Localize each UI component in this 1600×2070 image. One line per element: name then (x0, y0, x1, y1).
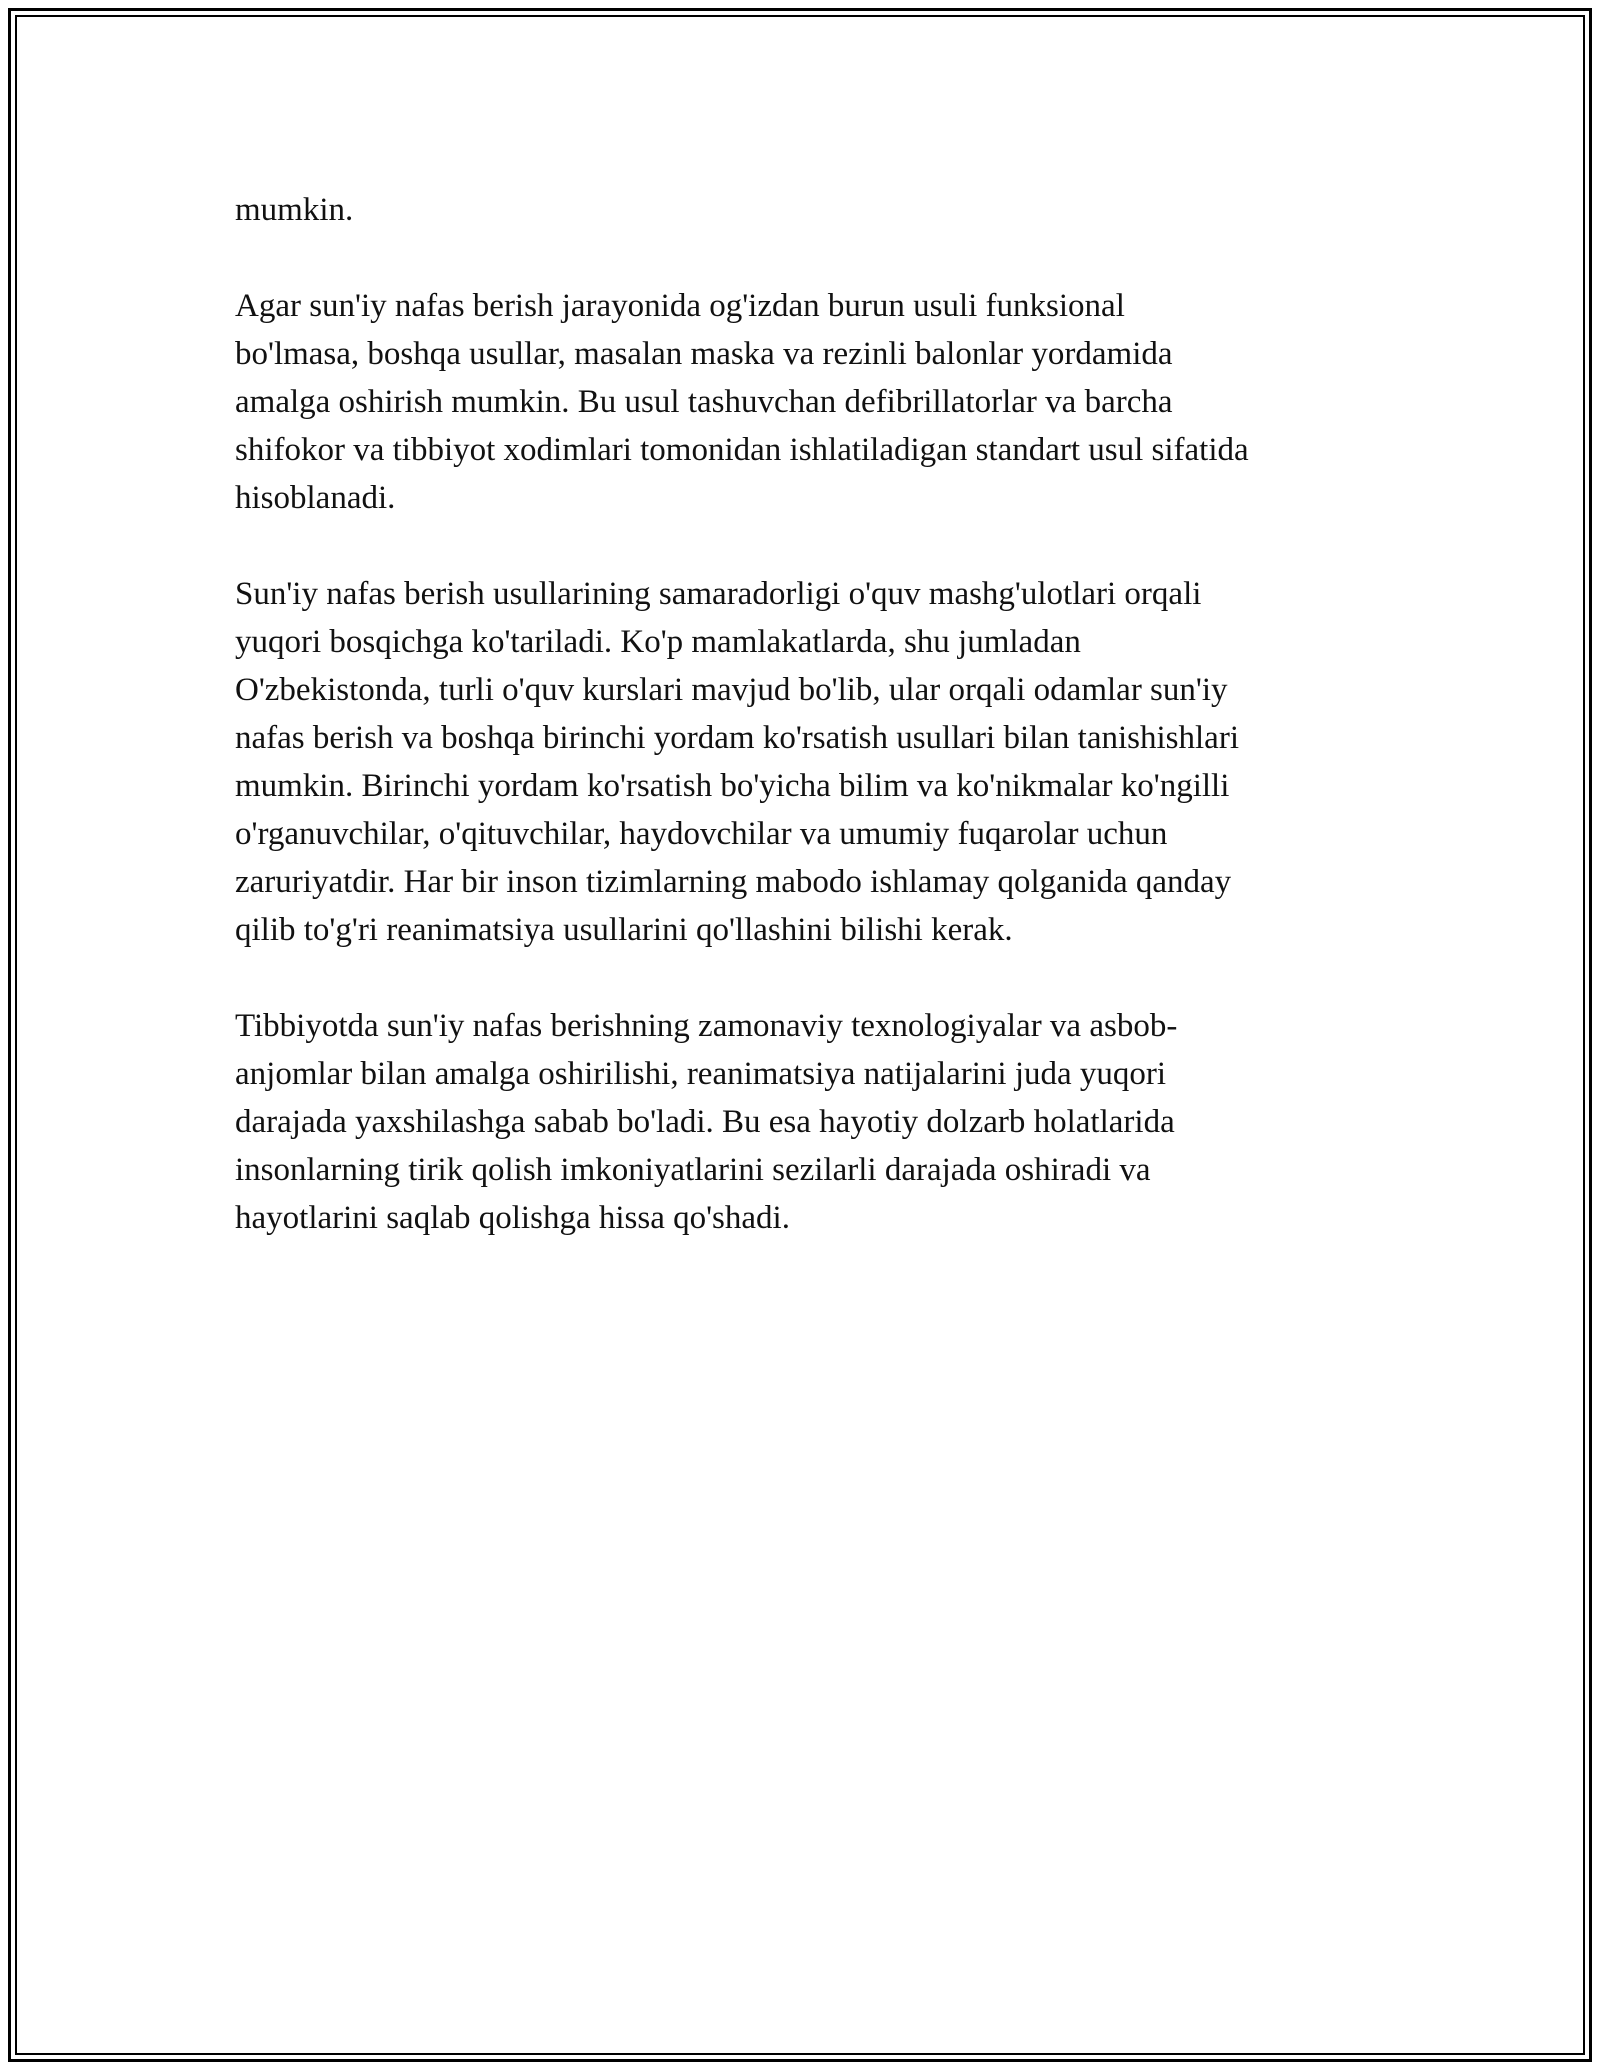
text-line: Agar sun'iy nafas berish jarayonida og'izdan burun usuli funksional (235, 288, 1125, 324)
text-line: o'rganuvchilar, o'qituvchilar, haydovchilar va umumiy fuqarolar uchun (235, 816, 1168, 852)
document-body (235, 186, 1385, 1242)
text-line: bo'lmasa, boshqa usullar, masalan maska va rezinli balonlar yordamida (235, 336, 1173, 372)
text-line: amalga oshirish mumkin. Bu usul tashuvchan defibrillatorlar va barcha (235, 384, 1173, 420)
text-line: nafas berish va boshqa birinchi yordam ko'rsatish usullari bilan tanishishlari (235, 720, 1239, 756)
text-line: zaruriyatdir. Har bir inson tizimlarning mabodo ishlamay qolganida qanday (235, 864, 1232, 900)
paragraph-4 (235, 1002, 1385, 1242)
text-line: Tibbiyotda sun'iy nafas berishning zamonaviy texnologiyalar va asbob- (235, 1008, 1178, 1044)
text-line: hayotlarini saqlab qolishga hissa qo'shadi. (235, 1200, 790, 1236)
text-line: anjomlar bilan amalga oshirilishi, reanimatsiya natijalarini juda yuqori (235, 1056, 1167, 1092)
text-line: O'zbekistonda, turli o'quv kurslari mavjud bo'lib, ular orqali odamlar sun'iy (235, 672, 1228, 708)
text-line: insonlarning tirik qolish imkoniyatlarini sezilarli darajada oshiradi va (235, 1152, 1151, 1188)
text-line: yuqori bosqichga ko'tariladi. Ko'p mamlakatlarda, shu jumladan (235, 624, 1081, 660)
text-line: mumkin. Birinchi yordam ko'rsatish bo'yicha bilim va ko'nikmalar ko'ngilli (235, 768, 1230, 804)
text-line: hisoblanadi. (235, 480, 396, 516)
text-line: qilib to'g'ri reanimatsiya usullarini qo'llashini bilishi kerak. (235, 912, 1013, 948)
text-line: Sun'iy nafas berish usullarining samaradorligi o'quv mashg'ulotlari orqali (235, 576, 1202, 612)
paragraph-3 (235, 570, 1385, 954)
text-line: mumkin. (235, 192, 354, 228)
paragraph-1 (235, 186, 1385, 234)
paragraph-2 (235, 282, 1385, 522)
text-line: shifokor va tibbiyot xodimlari tomonidan ishlatiladigan standart usul sifatida (235, 432, 1249, 468)
text-line: darajada yaxshilashga sabab bo'ladi. Bu esa hayotiy dolzarb holatlarida (235, 1104, 1175, 1140)
